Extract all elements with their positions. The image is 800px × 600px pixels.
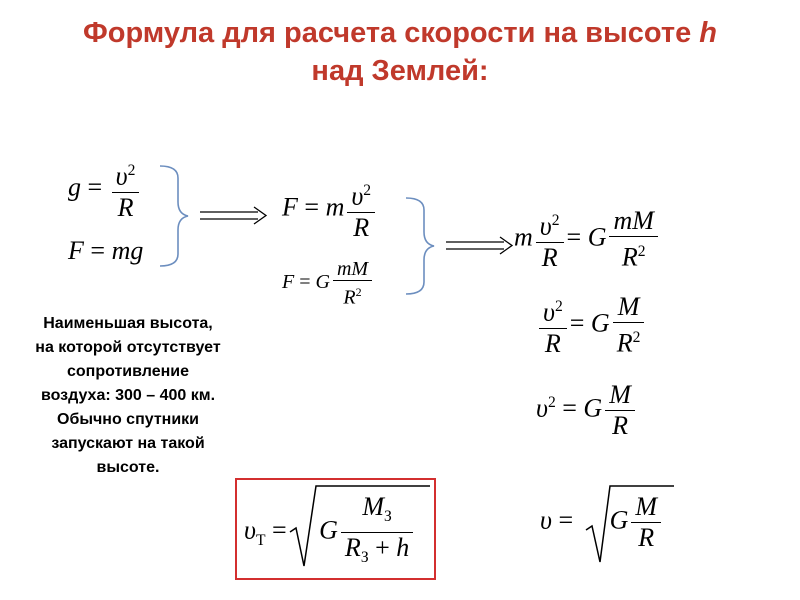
formula-v-root: υ = G $\frac{M}{R}$ — [540, 492, 664, 553]
brace-2 — [406, 198, 434, 294]
altitude-note: Наименьшая высота, на которой отсутствует сопротивление воздуха: 300 – 400 км. Обычно спутники запускают на такой высоте. — [35, 315, 221, 476]
formula-balance: m $\frac{\upsilon^2}{R}$ = G $\frac{mM}{R^2}$ — [514, 206, 661, 273]
title-line2: над Землей: — [311, 55, 489, 87]
formula-gravity: F = G $\frac{mM}{R^2}$ — [282, 258, 375, 309]
radical-v-height — [290, 486, 430, 566]
double-arrow-1 — [200, 207, 266, 224]
formula-v-height: $\upsilon_Т = G$ $M_З$ $R_З + h$ — [244, 492, 416, 573]
formula-reduced: $\frac{\upsilon^2}{R}$ = G $\frac{M}{R^2}$ — [536, 292, 647, 359]
formula-f-mv2r: F = m $\frac{\upsilon^2}{R}$ — [282, 176, 378, 243]
formula-f-mg: F = mg — [68, 236, 144, 265]
formula-g: g = $\frac{\upsilon^2}{R}$ — [68, 156, 142, 223]
radical-v — [586, 486, 674, 562]
title-line1: Формула для расчета скорости на высоте — [83, 17, 700, 49]
title-h: h — [699, 17, 717, 49]
brace-1 — [160, 166, 188, 266]
double-arrow-2 — [446, 237, 512, 254]
formula-v-squared: $\upsilon^2 = G$ $\frac{M}{R}$ — [536, 380, 638, 441]
